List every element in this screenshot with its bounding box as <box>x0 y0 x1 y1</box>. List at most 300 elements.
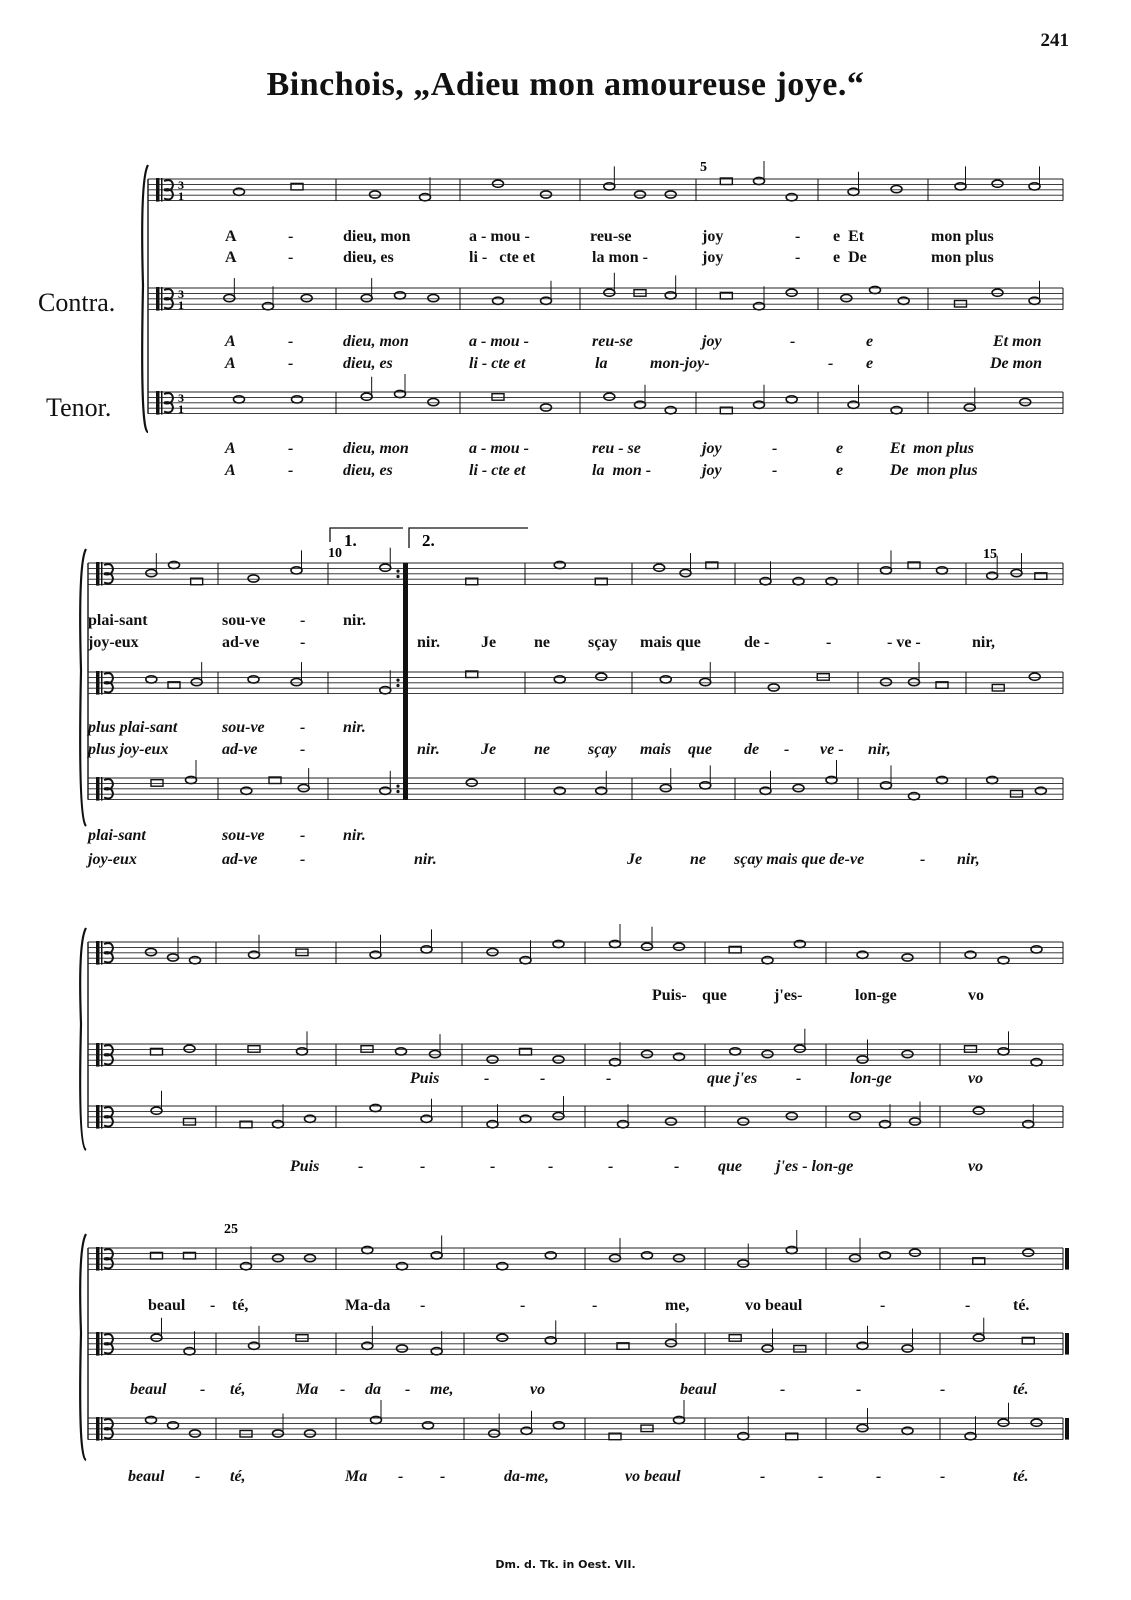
lyric: que <box>688 741 712 758</box>
whole-note-icon <box>489 1430 500 1437</box>
whole-note-icon <box>151 1334 162 1341</box>
whole-note-icon <box>421 946 432 953</box>
whole-note-icon <box>902 1427 913 1434</box>
whole-note-icon <box>554 561 565 568</box>
c-clef-icon <box>96 1043 100 1067</box>
whole-note-icon <box>487 949 498 956</box>
lyric: A <box>225 249 237 266</box>
lyric: beaul <box>130 1381 167 1398</box>
lyric: ne <box>534 634 550 651</box>
lyric: lon-ge <box>855 987 897 1004</box>
c-clef-icon <box>164 393 173 412</box>
system-bracket <box>142 165 148 432</box>
lyric: - <box>420 1297 426 1314</box>
lyric: joy <box>702 249 724 266</box>
lyric: sçay <box>588 741 617 758</box>
lyric: me, <box>665 1297 690 1314</box>
measure-number: 5 <box>700 160 707 175</box>
whole-note-icon <box>146 1416 157 1423</box>
lyric: - <box>876 1468 882 1485</box>
whole-note-icon <box>184 1348 195 1355</box>
whole-note-icon <box>965 1433 976 1440</box>
whole-note-icon <box>964 404 975 411</box>
lyric: e De <box>833 249 867 266</box>
lyric: Ma-da <box>345 1297 391 1314</box>
whole-note-icon <box>902 1051 913 1058</box>
lyric: ne <box>534 741 550 758</box>
whole-note-icon <box>146 570 157 577</box>
lyric: joy <box>702 462 722 479</box>
c-clef-icon <box>101 1043 103 1067</box>
lyric: li - cte et <box>469 355 526 372</box>
lyric: - <box>210 1297 216 1314</box>
lyric: vo <box>968 987 984 1004</box>
lyric: ad-ve <box>222 851 258 868</box>
c-clef-icon <box>161 391 163 415</box>
lyric: reu-se <box>592 333 633 350</box>
whole-note-icon <box>370 951 381 958</box>
lyric: - <box>606 1070 612 1087</box>
whole-note-icon <box>190 957 201 964</box>
lyric: - <box>796 1070 802 1087</box>
whole-note-icon <box>520 1115 531 1122</box>
lyric: j'es - lon-ge <box>776 1158 854 1175</box>
whole-note-icon <box>420 194 431 201</box>
whole-note-icon <box>642 943 653 950</box>
c-clef-icon <box>101 1417 103 1441</box>
lyric: - <box>288 228 294 245</box>
whole-note-icon <box>754 303 765 310</box>
whole-note-icon <box>992 289 1003 296</box>
whole-note-icon <box>1023 1121 1034 1128</box>
whole-note-icon <box>700 679 711 686</box>
c-clef-icon <box>101 562 103 586</box>
lyric: - <box>484 1070 490 1087</box>
whole-note-icon <box>786 1246 797 1253</box>
lyric: nir. <box>343 612 366 629</box>
c-clef-icon <box>104 1419 113 1438</box>
lyric: e <box>836 440 844 457</box>
system-bracket <box>80 928 86 1150</box>
whole-note-icon <box>902 954 913 961</box>
lyric: a - mou - <box>469 333 529 350</box>
whole-note-icon <box>521 1427 532 1434</box>
whole-note-icon <box>857 1056 868 1063</box>
lyric: Et mon <box>993 333 1042 350</box>
lyric: beaul <box>680 1381 717 1398</box>
whole-note-icon <box>786 1113 797 1120</box>
whole-note-icon <box>428 399 439 406</box>
lyric: nir, <box>868 741 891 758</box>
lyric: - <box>940 1468 946 1485</box>
whole-note-icon <box>493 297 504 304</box>
lyric: Puis <box>290 1158 320 1175</box>
lyric: - <box>490 1158 496 1175</box>
whole-note-icon <box>380 787 391 794</box>
whole-note-icon <box>738 1260 749 1267</box>
lyric: plus plai-sant <box>88 719 178 736</box>
lyric: Puis- <box>652 987 687 1004</box>
repeat-dot <box>396 684 399 687</box>
whole-note-icon <box>987 572 998 579</box>
lyric: Je <box>481 634 497 651</box>
breve-note-icon <box>641 1425 653 1432</box>
whole-note-icon <box>762 957 773 964</box>
lyric: - <box>358 1158 364 1175</box>
time-signature-icon: 1 <box>178 189 184 203</box>
lyric: - <box>548 1158 554 1175</box>
whole-note-icon <box>635 401 646 408</box>
whole-note-icon <box>428 295 439 302</box>
lyric: - <box>288 462 294 479</box>
lyric: - <box>780 1381 786 1398</box>
lyric: - <box>300 612 306 629</box>
lyric: - <box>790 333 796 350</box>
lyric: - <box>420 1158 426 1175</box>
repeat-dot <box>396 785 399 788</box>
lyric: la <box>595 355 608 372</box>
lyric: - <box>520 1297 526 1314</box>
whole-note-icon <box>395 292 406 299</box>
repeat-dot <box>396 679 399 682</box>
repeat-barline <box>403 563 408 778</box>
lyric: mon plus <box>931 228 994 245</box>
lyric: joy <box>702 228 724 245</box>
whole-note-icon <box>973 1334 984 1341</box>
whole-note-icon <box>520 957 531 964</box>
whole-note-icon <box>493 180 504 187</box>
whole-note-icon <box>898 297 909 304</box>
lyric: e Et <box>833 228 865 245</box>
lyric: - <box>540 1070 546 1087</box>
whole-note-icon <box>1031 1059 1042 1066</box>
whole-note-icon <box>263 303 274 310</box>
lyric: lon-ge <box>850 1070 892 1087</box>
voice-label-contra: Contra. <box>38 288 116 317</box>
lyric: da <box>365 1381 381 1398</box>
whole-note-icon <box>654 564 665 571</box>
whole-note-icon <box>794 940 805 947</box>
whole-note-icon <box>987 776 998 783</box>
lyric: - <box>288 355 294 372</box>
whole-note-icon <box>305 1115 316 1122</box>
whole-note-icon <box>497 1334 508 1341</box>
whole-note-icon <box>362 1342 373 1349</box>
whole-note-icon <box>998 1048 1009 1055</box>
whole-note-icon <box>700 782 711 789</box>
whole-note-icon <box>760 578 771 585</box>
lyric: de <box>744 741 760 758</box>
whole-note-icon <box>541 297 552 304</box>
whole-note-icon <box>554 676 565 683</box>
whole-note-icon <box>880 1121 891 1128</box>
lyric: vo <box>968 1158 984 1175</box>
whole-note-icon <box>487 1121 498 1128</box>
lyric: nir. <box>417 634 440 651</box>
lyric: - <box>592 1297 598 1314</box>
whole-note-icon <box>1029 673 1040 680</box>
whole-note-icon <box>224 295 235 302</box>
c-clef-icon <box>96 1417 100 1441</box>
whole-note-icon <box>292 396 303 403</box>
whole-note-icon <box>762 1051 773 1058</box>
lyric: Ma <box>296 1381 319 1398</box>
lyric: - <box>772 462 778 479</box>
c-clef-icon <box>101 777 103 801</box>
c-clef-icon <box>164 289 173 308</box>
lyric: - <box>795 249 801 266</box>
whole-note-icon <box>395 390 406 397</box>
whole-note-icon <box>146 949 157 956</box>
lyric: joy-eux <box>88 851 137 868</box>
whole-note-icon <box>841 295 852 302</box>
whole-note-icon <box>370 1104 381 1111</box>
c-clef-icon <box>104 564 113 583</box>
lyric: la mon - <box>592 249 648 266</box>
whole-note-icon <box>642 1252 653 1259</box>
c-clef-icon <box>104 673 113 692</box>
whole-note-icon <box>674 1255 685 1262</box>
lyric: plus joy-eux <box>88 741 169 758</box>
whole-note-icon <box>965 951 976 958</box>
lyric: té. <box>1013 1381 1029 1398</box>
whole-note-icon <box>857 1425 868 1432</box>
lyric: a - mou - <box>469 440 529 457</box>
c-clef-icon <box>104 779 113 798</box>
whole-note-icon <box>553 1113 564 1120</box>
time-signature-icon: 3 <box>178 287 184 301</box>
lyric: dieu, es <box>343 249 394 266</box>
whole-note-icon <box>554 787 565 794</box>
whole-note-icon <box>857 951 868 958</box>
whole-note-icon <box>168 1422 179 1429</box>
lyric: ad-ve <box>222 634 260 651</box>
whole-note-icon <box>397 1345 408 1352</box>
lyric: - <box>826 634 832 651</box>
c-clef-icon <box>104 1334 113 1353</box>
lyric: dieu, mon <box>343 333 409 350</box>
whole-note-icon <box>768 684 779 691</box>
whole-note-icon <box>786 289 797 296</box>
lyric: plai-sant <box>88 612 148 629</box>
voice-label-tenor: Tenor. <box>46 393 112 422</box>
lyric: li - cte et <box>469 249 536 266</box>
whole-note-icon <box>754 401 765 408</box>
whole-note-icon <box>848 188 859 195</box>
whole-note-icon <box>541 191 552 198</box>
c-clef-icon <box>156 287 160 311</box>
whole-note-icon <box>909 679 920 686</box>
whole-note-icon <box>541 404 552 411</box>
whole-note-icon <box>738 1433 749 1440</box>
whole-note-icon <box>301 295 312 302</box>
whole-note-icon <box>1011 570 1022 577</box>
whole-note-icon <box>380 564 391 571</box>
whole-note-icon <box>273 1121 284 1128</box>
c-clef-icon <box>96 941 100 965</box>
whole-note-icon <box>553 1422 564 1429</box>
lyric: la mon - <box>592 462 652 479</box>
lyric: dieu, mon <box>343 228 411 245</box>
whole-note-icon <box>184 1045 195 1052</box>
lyric: - <box>795 228 801 245</box>
lyric: A <box>225 440 236 457</box>
whole-note-icon <box>371 1416 382 1423</box>
c-clef-icon <box>101 1332 103 1356</box>
lyric: e <box>866 333 874 350</box>
whole-note-icon <box>665 407 676 414</box>
whole-note-icon <box>249 951 260 958</box>
whole-note-icon <box>487 1056 498 1063</box>
whole-note-icon <box>850 1113 861 1120</box>
c-clef-icon <box>101 1105 103 1129</box>
lyric: - <box>200 1381 206 1398</box>
lyric: - <box>288 333 294 350</box>
lyric: - <box>965 1297 971 1314</box>
lyric: - <box>880 1297 886 1314</box>
whole-note-icon <box>881 782 892 789</box>
lyric: mon-joy- <box>650 355 710 372</box>
lyric: - <box>818 1468 824 1485</box>
footer-citation: Dm. d. Tk. in Oest. VII. <box>495 1558 636 1571</box>
lyric: nir, <box>957 851 980 868</box>
page-number: 241 <box>1040 30 1069 51</box>
lyric: De mon plus <box>890 462 978 479</box>
whole-note-icon <box>998 1419 1009 1426</box>
whole-note-icon <box>881 679 892 686</box>
lyric: - ve - <box>887 634 921 651</box>
lyric: Je <box>627 851 643 868</box>
whole-note-icon <box>870 286 881 293</box>
whole-note-icon <box>604 393 615 400</box>
lyric: - <box>288 440 294 457</box>
whole-note-icon <box>604 183 615 190</box>
lyric: A <box>225 228 237 245</box>
whole-note-icon <box>146 676 157 683</box>
whole-note-icon <box>826 578 837 585</box>
whole-note-icon <box>910 1118 921 1125</box>
whole-note-icon <box>857 1342 868 1349</box>
whole-note-icon <box>665 292 676 299</box>
lyric: reu - se <box>592 440 641 457</box>
lyric: ne <box>690 851 706 868</box>
whole-note-icon <box>430 1051 441 1058</box>
lyric: dieu, es <box>343 462 393 479</box>
lyric: - <box>300 827 306 844</box>
lyric: De mon <box>990 355 1042 372</box>
whole-note-icon <box>234 396 245 403</box>
whole-note-icon <box>397 1263 408 1270</box>
whole-note-icon <box>754 177 765 184</box>
c-clef-icon <box>96 671 100 695</box>
lyric: mais <box>640 741 672 758</box>
lyric: e <box>866 355 874 372</box>
whole-note-icon <box>362 1246 373 1253</box>
whole-note-icon <box>361 393 372 400</box>
lyric: sou-ve <box>222 827 265 844</box>
lyric: té, <box>230 1381 246 1398</box>
lyric: joy-eux <box>88 634 139 651</box>
whole-note-icon <box>191 679 202 686</box>
lyric: que j'es <box>707 1070 758 1087</box>
lyric: - <box>300 634 306 651</box>
whole-note-icon <box>1020 399 1031 406</box>
lyric: - <box>300 851 306 868</box>
lyric: Ma <box>345 1468 368 1485</box>
lyric: que <box>702 987 727 1004</box>
whole-note-icon <box>248 575 259 582</box>
lyric: dieu, es <box>343 355 393 372</box>
whole-note-icon <box>680 570 691 577</box>
lyric: sçay mais que de-ve <box>734 851 865 868</box>
whole-note-icon <box>610 1255 621 1262</box>
whole-note-icon <box>891 407 902 414</box>
whole-note-icon <box>305 1430 316 1437</box>
lyric: j'es- <box>774 987 803 1004</box>
whole-note-icon <box>1029 183 1040 190</box>
whole-note-icon <box>249 1342 260 1349</box>
lyric: A <box>225 462 236 479</box>
lyric: - <box>300 741 306 758</box>
lyric: nir. <box>417 741 440 758</box>
lyric: té, <box>230 1468 246 1485</box>
lyric: de - <box>744 634 770 651</box>
second-ending: 2. <box>422 531 435 550</box>
whole-note-icon <box>992 180 1003 187</box>
whole-note-icon <box>291 567 302 574</box>
whole-note-icon <box>370 191 381 198</box>
c-clef-icon <box>104 1249 113 1268</box>
repeat-dot <box>396 570 399 573</box>
whole-note-icon <box>850 1255 861 1262</box>
c-clef-icon <box>96 1332 100 1356</box>
lyric: me, <box>430 1381 454 1398</box>
measure-number: 10 <box>328 546 342 561</box>
lyric: ve - <box>820 741 844 758</box>
whole-note-icon <box>151 1107 162 1114</box>
c-clef-icon <box>161 287 163 311</box>
first-ending: 1. <box>344 531 357 550</box>
lyric: sou-ve <box>222 612 266 629</box>
lyric: Et mon plus <box>890 440 975 457</box>
whole-note-icon <box>423 1422 434 1429</box>
system-bracket <box>80 1234 86 1460</box>
lyric: vo <box>530 1381 546 1398</box>
lyric: sou-ve <box>222 719 265 736</box>
measure-number: 25 <box>224 1222 238 1237</box>
whole-note-icon <box>881 567 892 574</box>
c-clef-icon <box>104 1045 113 1064</box>
lyric: joy <box>702 440 722 457</box>
lyric: - <box>300 719 306 736</box>
whole-note-icon <box>848 401 859 408</box>
whole-note-icon <box>234 188 245 195</box>
whole-note-icon <box>738 1118 749 1125</box>
whole-note-icon <box>596 787 607 794</box>
lyric: - <box>340 1381 346 1398</box>
whole-note-icon <box>545 1337 556 1344</box>
lyric: da-me, <box>504 1468 549 1485</box>
lyric: - <box>674 1158 680 1175</box>
whole-note-icon <box>553 1056 564 1063</box>
c-clef-icon <box>161 178 163 202</box>
c-clef-icon <box>101 1247 103 1271</box>
whole-note-icon <box>545 1252 556 1259</box>
lyric: a - mou - <box>469 228 530 245</box>
lyric: ad-ve <box>222 741 258 758</box>
lyric: nir. <box>343 827 366 844</box>
whole-note-icon <box>786 396 797 403</box>
